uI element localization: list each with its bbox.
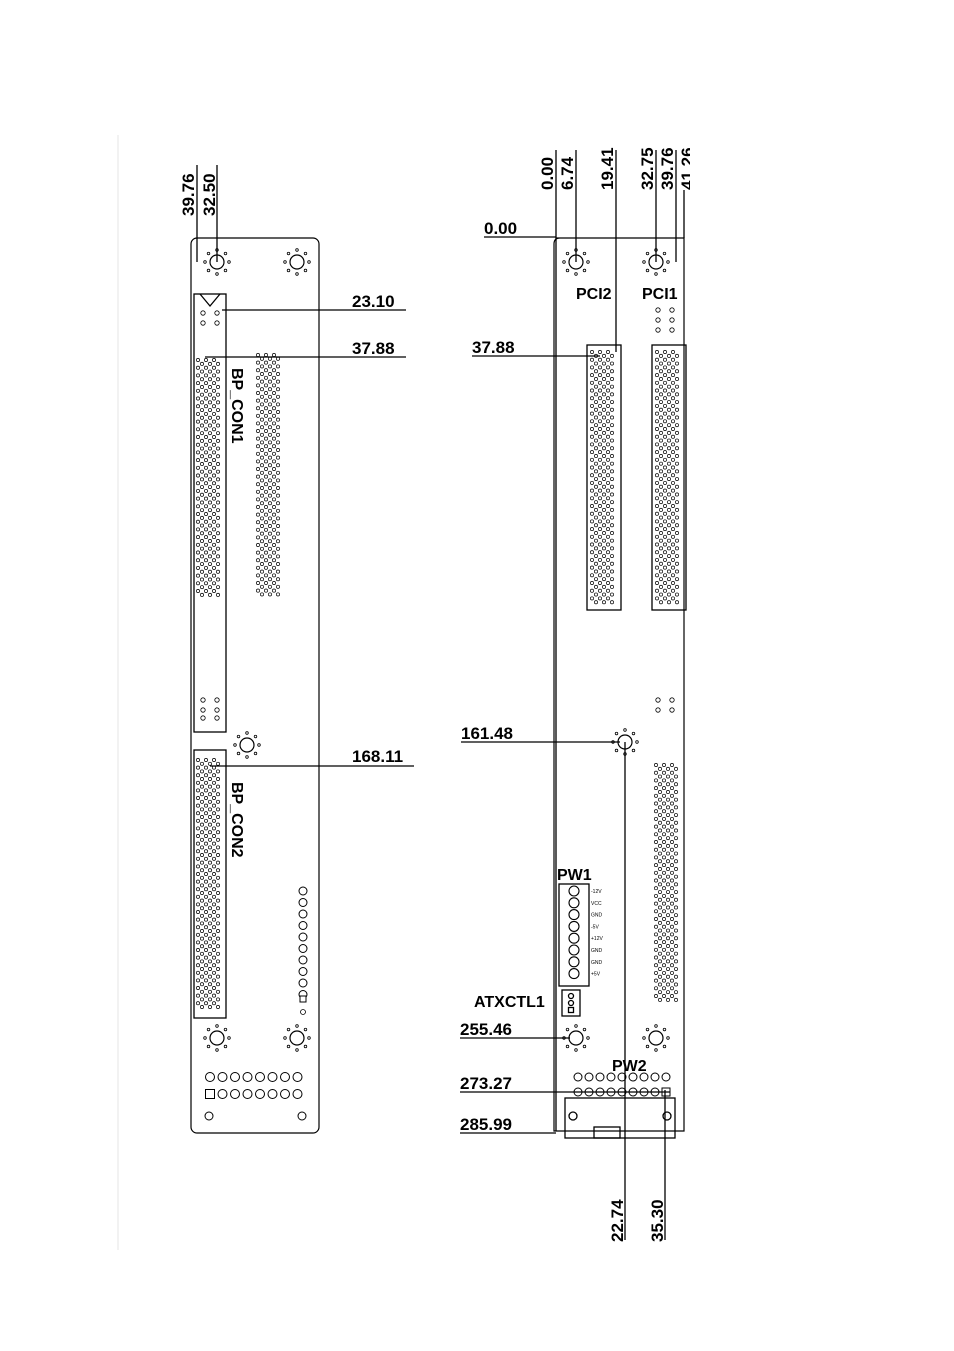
- right-dim-left-37-88: 37.88: [472, 338, 515, 357]
- right-dim-left-285-99: 285.99: [460, 1115, 512, 1134]
- pw1-pin-label: VCC: [591, 900, 602, 907]
- pw1-pin-label: +12V: [591, 936, 603, 943]
- right-dim-bottom-22-74: 22.74: [608, 1199, 627, 1242]
- pw1-pin-label: GND: [591, 948, 603, 954]
- right-dim-top-0-00: 0.00: [538, 156, 557, 190]
- pci1-label: PCI1: [642, 286, 678, 303]
- pw1-pin-label: -12V: [591, 889, 602, 895]
- left-dim-32-50: 32.50: [200, 173, 219, 216]
- bp-con2-label: BP_CON2: [228, 782, 245, 858]
- atxctl1-label: ATXCTL1: [474, 994, 545, 1011]
- right-dim-top-32-75: 32.75: [638, 147, 657, 190]
- right-dim-left-0-00: 0.00: [484, 219, 518, 238]
- right-dim-bottom-35-30: 35.30: [648, 1199, 667, 1242]
- right-dim-top-41-26: 41.26: [678, 147, 697, 190]
- left-dim-39-76: 39.76: [179, 173, 198, 216]
- pci2-label: PCI2: [576, 286, 612, 303]
- left-dim-168-11: 168.11: [352, 747, 404, 766]
- pw2-label: PW2: [612, 1058, 647, 1075]
- left-dim-23-10: 23.10: [352, 292, 395, 311]
- right-dim-left-161-48: 161.48: [461, 724, 513, 743]
- right-dim-left-273-27: 273.27: [460, 1074, 512, 1093]
- pw1-label: PW1: [557, 867, 592, 884]
- left-board: [179, 165, 414, 1133]
- right-dim-top-39-76: 39.76: [658, 147, 677, 190]
- right-dim-top-6-74: 6.74: [558, 156, 577, 190]
- right-dim-top-19-41: 19.41: [598, 147, 617, 190]
- pw1-pin-label: +5V: [591, 971, 601, 978]
- bp-con1-label: BP_CON1: [228, 368, 245, 444]
- pw1-pin-label: -5V: [591, 924, 599, 931]
- pw1-pin-label: GND: [591, 959, 603, 966]
- left-dim-37-88: 37.88: [352, 339, 395, 358]
- pw1-pin-label: GND: [591, 912, 603, 919]
- right-dim-left-255-46: 255.46: [460, 1020, 512, 1039]
- right-board: [460, 147, 697, 1242]
